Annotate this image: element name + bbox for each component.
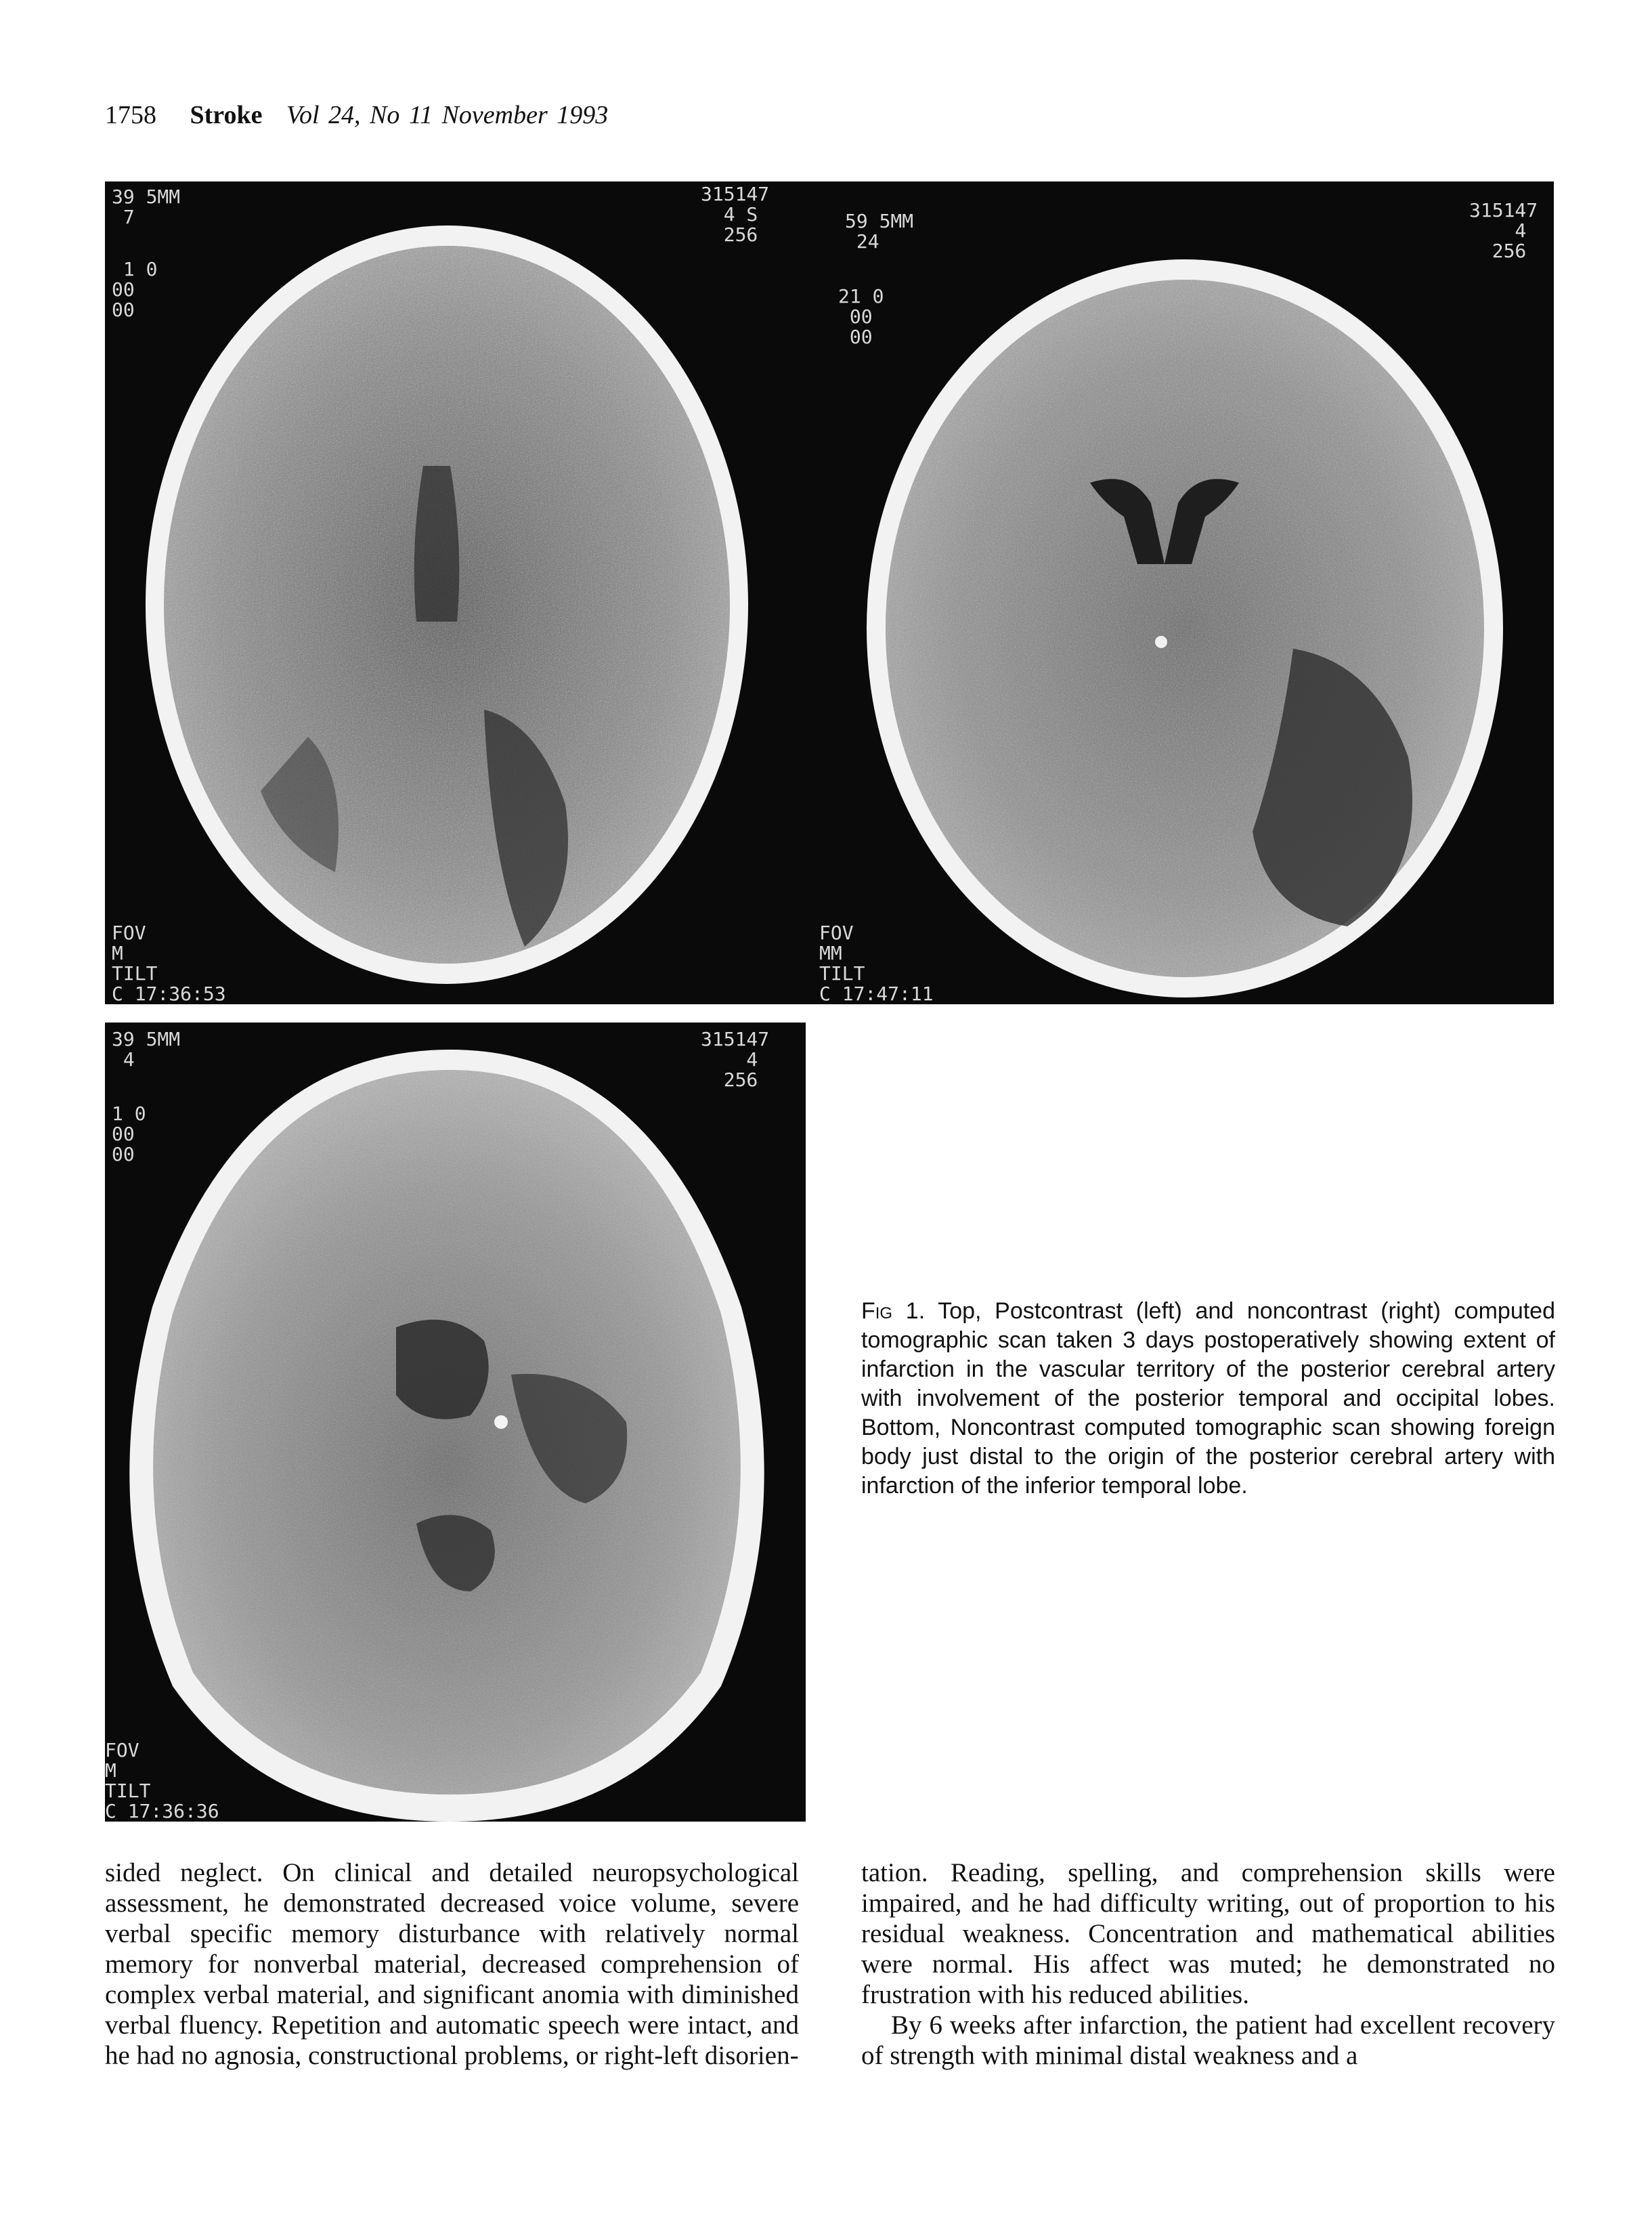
body-column-right: [861, 1857, 1555, 2071]
page-number: 1758: [105, 101, 156, 129]
scan-overlay-slice: 39 5MM 7: [112, 186, 181, 228]
ct-scan-top-left: [105, 181, 806, 1004]
scan-overlay-window: 1 0 00 00: [112, 258, 158, 321]
body-paragraph: tation. Reading, spelling, and comprehension skills were impaired, and he had difficulty writing, out of proportion to his residual weakness. Concentration and mathematical abilities were normal. His affect was muted; he demonstrated no frustration with his reduced abilities.: [861, 1858, 1555, 2009]
figure-caption: [861, 1297, 1555, 1501]
body-paragraph: By 6 weeks after infarction, the patient had excellent recovery of strength with minimal distal weakness and a: [861, 2011, 1555, 2070]
ct-image-top-left: [105, 181, 806, 1004]
scan-overlay-slice: 59 5MM 24: [845, 210, 914, 253]
journal-name: Stroke: [190, 101, 263, 129]
scan-overlay-time: FOV MM TILT C 17:47:11: [819, 922, 934, 1004]
scan-overlay-time: FOV M TILT C 17:36:36: [105, 1739, 219, 1822]
scan-overlay-id: 315147 4 S 256: [701, 183, 770, 246]
body-paragraph: sided neglect. On clinical and detailed neuropsychological assessment, he demonstrated decreased voice volume, severe verbal specific memory disturbance with relatively normal memory for nonverbal material, decreased comprehension of complex verbal material, and significant anomia with diminished verbal fluency. Repetition and automatic speech were intact, and he had no agnosia, constructional problems, or right-left disorien-: [105, 1858, 799, 2070]
ct-scan-top-right: [806, 181, 1554, 1004]
ct-scan-bottom: [105, 1023, 806, 1822]
figure-label: Fig 1.: [861, 1298, 926, 1324]
scan-overlay-slice: 39 5MM 4: [112, 1028, 181, 1071]
scan-overlay-id: 315147 4 256: [701, 1028, 770, 1091]
figure-caption-text: Top, Postcontrast (left) and noncontrast (right) computed tomographic scan taken 3 days postoperatively showing extent of infarction in the vascular territory of the posterior cerebral artery with involvement of the posterior temporal and occipital lobes. Bottom, Noncontrast computed tomographic scan showing foreign body just distal to the origin of the posterior cerebral artery with infarction of the inferior temporal lobe.: [861, 1298, 1555, 1499]
body-column-left: [105, 1857, 799, 2071]
scan-overlay-time: FOV M TILT C 17:36:53: [112, 922, 226, 1004]
ct-image-bottom: [105, 1023, 806, 1822]
ct-image-top-right: [806, 181, 1554, 1004]
scan-overlay-window: 21 0 00 00: [838, 285, 884, 348]
running-header: [105, 100, 608, 130]
scan-overlay-window: 1 0 00 00: [112, 1102, 146, 1165]
journal-issue: Vol 24, No 11 November 1993: [286, 101, 609, 129]
scan-overlay-id: 315147 4 256: [1469, 199, 1538, 262]
